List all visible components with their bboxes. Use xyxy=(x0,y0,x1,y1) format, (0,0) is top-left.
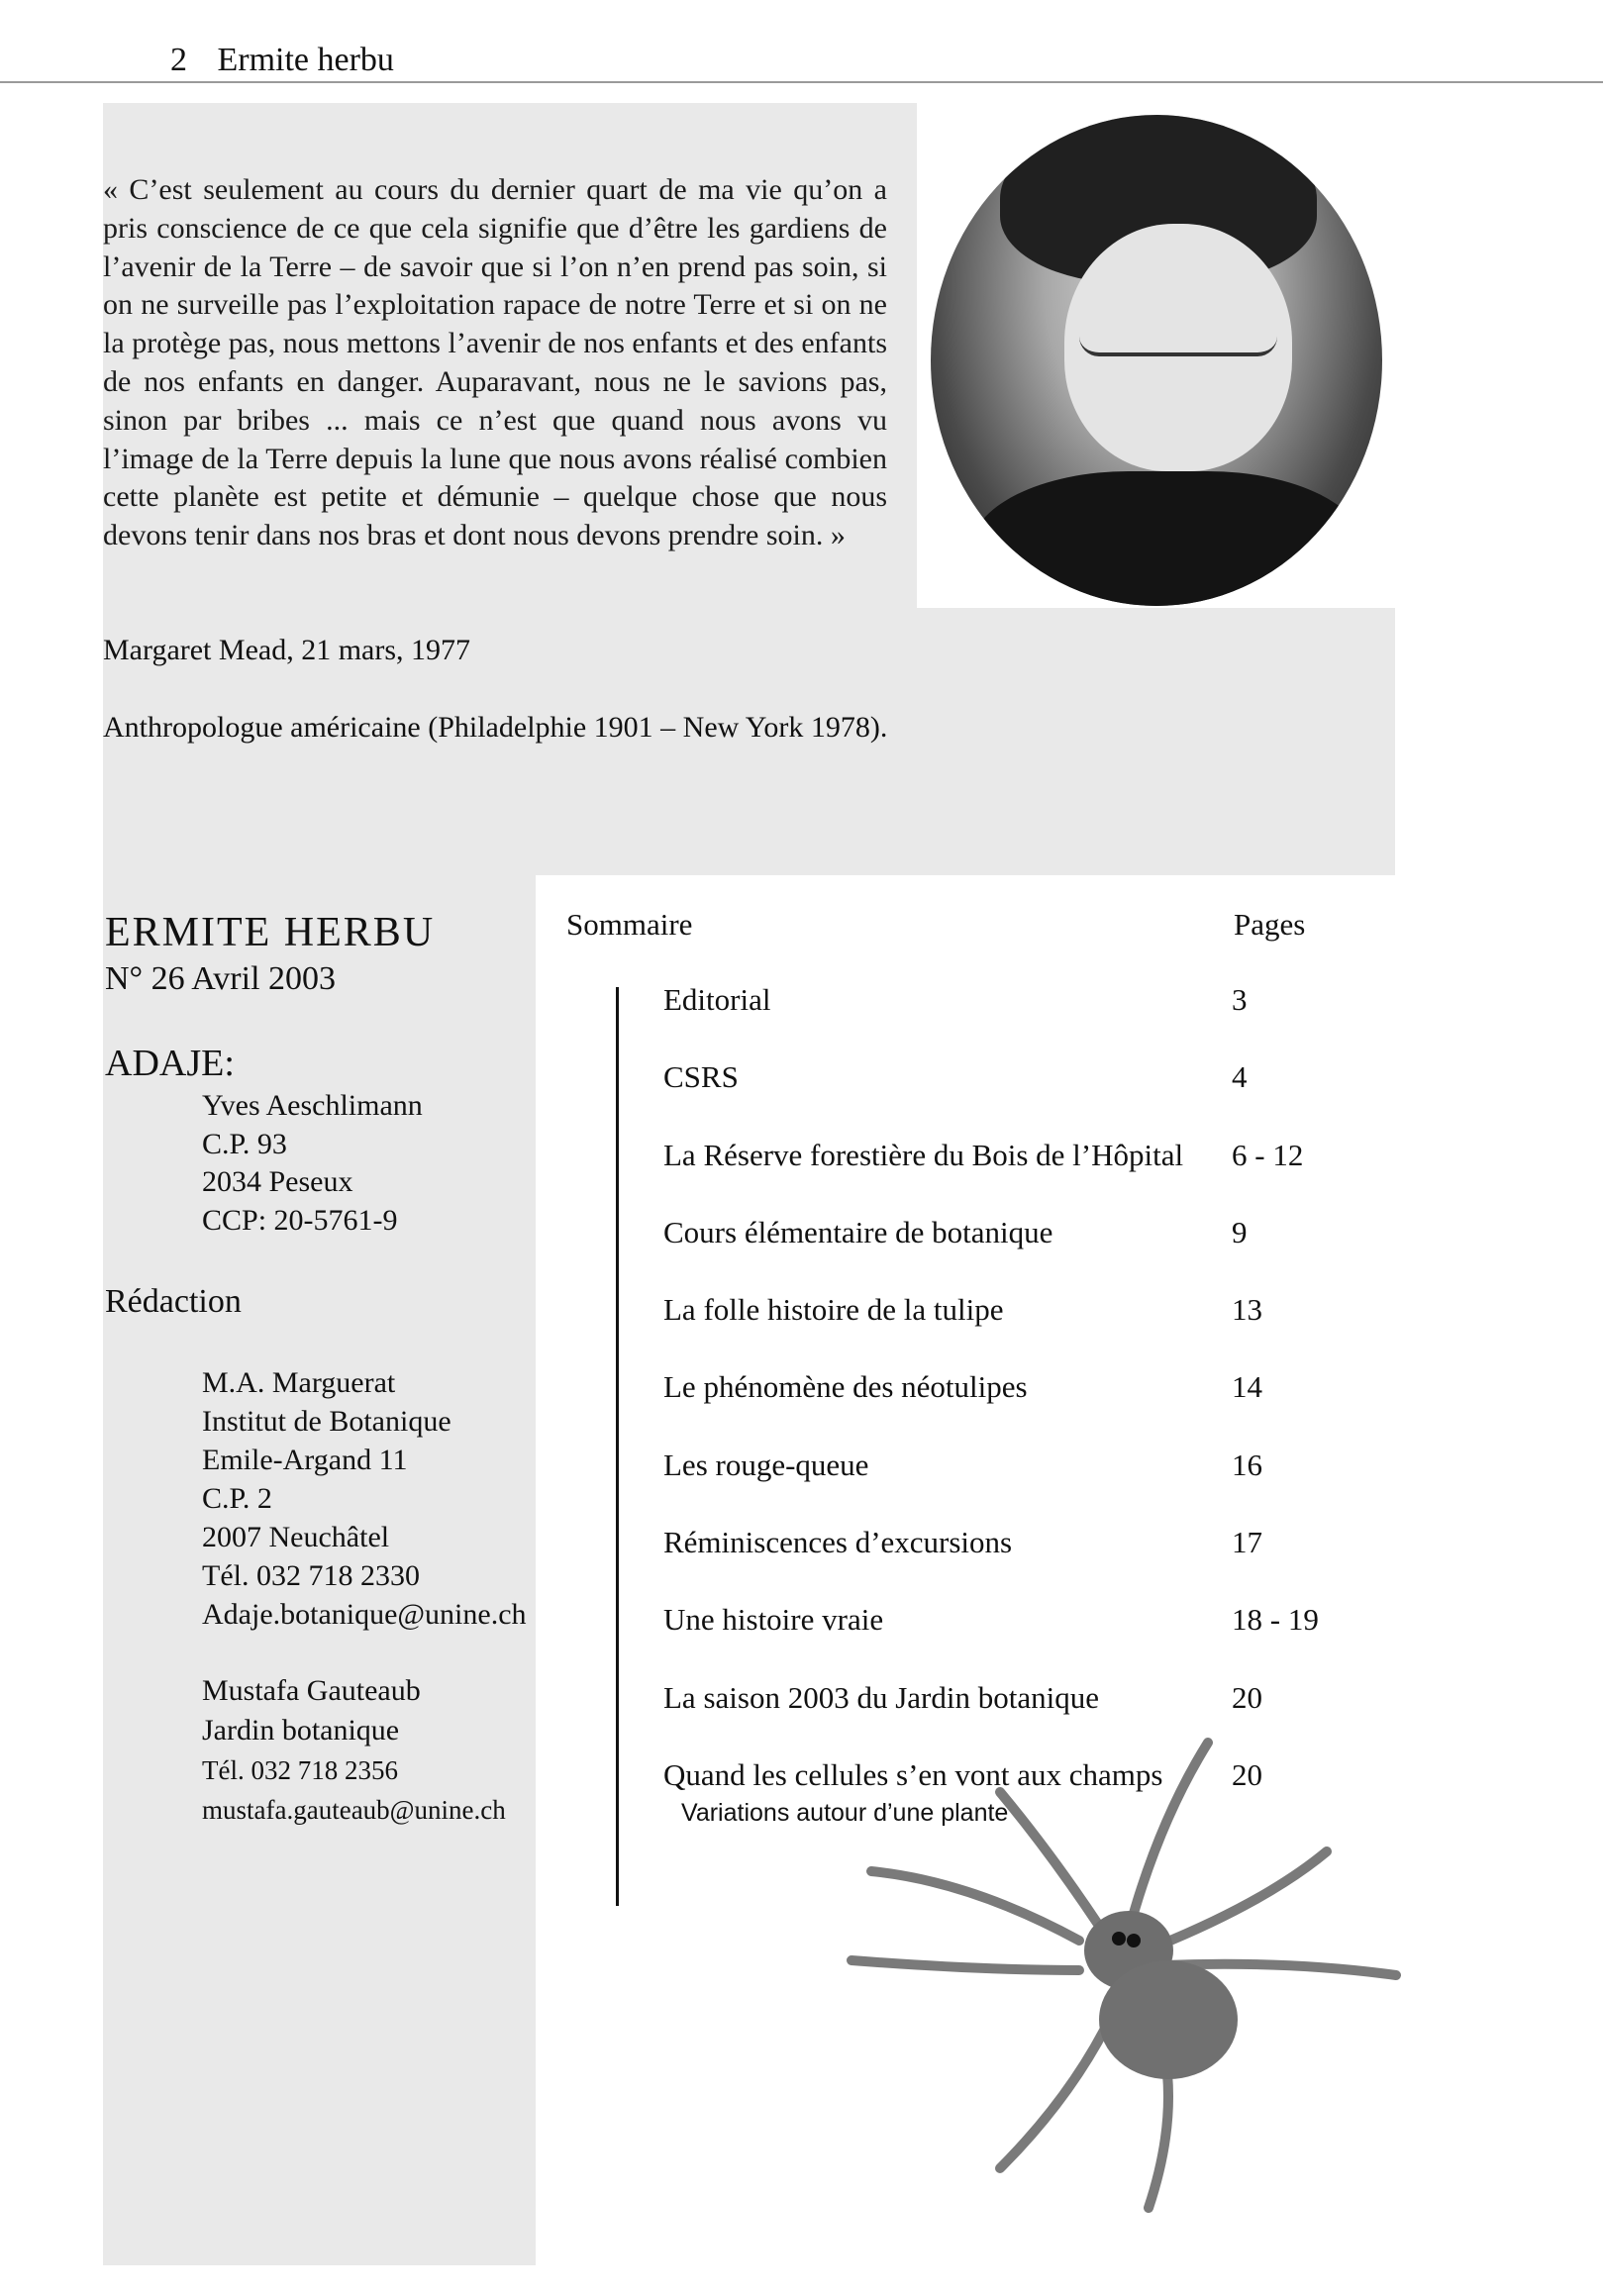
spider-illustration xyxy=(832,1733,1406,2228)
toc-item-title: Réminiscences d’excursions xyxy=(663,1525,1013,1559)
toc-item-page: 20 xyxy=(1232,1757,1262,1792)
spider-abdomen xyxy=(1099,1960,1238,2079)
redaction-address xyxy=(202,1363,527,1634)
contents-divider xyxy=(616,987,619,1906)
spider-eye xyxy=(1127,1934,1141,1947)
running-title: Ermite herbu xyxy=(217,42,394,78)
toc-item-page: 9 xyxy=(1232,1215,1248,1249)
toc-item-title: Les rouge-queue xyxy=(663,1447,869,1482)
mustafa-line: Mustafa Gauteaub xyxy=(202,1674,421,1707)
toc-item-page: 14 xyxy=(1232,1369,1262,1404)
adaje-line: 2034 Peseux xyxy=(202,1165,353,1198)
toc-item-title: La saison 2003 du Jardin botanique xyxy=(663,1680,1099,1715)
redaction-line: Tél. 032 718 2330 xyxy=(202,1559,420,1592)
contents-heading: Sommaire xyxy=(566,907,693,942)
adaje-heading: ADAJE: xyxy=(105,1043,235,1084)
redaction-line: M.A. Marguerat xyxy=(202,1366,396,1399)
mustafa-contact xyxy=(202,1671,506,1830)
toc-item-page: 17 xyxy=(1232,1525,1262,1559)
adaje-line: C.P. 93 xyxy=(202,1127,287,1160)
toc-item-page: 16 xyxy=(1232,1447,1262,1482)
toc-item-title: CSRS xyxy=(663,1059,739,1094)
page-number: 2 xyxy=(170,42,187,78)
mustafa-line: Tél. 032 718 2356 xyxy=(202,1755,398,1785)
redaction-line: Emile-Argand 11 xyxy=(202,1444,408,1476)
redaction-line: C.P. 2 xyxy=(202,1482,272,1515)
spider-eye xyxy=(1112,1932,1126,1946)
toc-item-page: 3 xyxy=(1232,982,1248,1017)
toc-item-title: La Réserve forestière du Bois de l’Hôpital xyxy=(663,1138,1184,1172)
toc-item-page: 18 - 19 xyxy=(1232,1602,1319,1637)
adaje-address xyxy=(202,1087,423,1240)
pages-heading: Pages xyxy=(1234,907,1306,942)
magazine-title: ERMITE HERBU xyxy=(105,910,436,955)
adaje-line: CCP: 20-5761-9 xyxy=(202,1203,398,1237)
toc-item-title: La folle histoire de la tulipe xyxy=(663,1292,1004,1327)
toc-item-subtitle: Variations autour d’une plante xyxy=(681,1799,1009,1827)
redaction-line: Institut de Botanique xyxy=(202,1405,451,1438)
redaction-line: 2007 Neuchâtel xyxy=(202,1521,390,1553)
mustafa-email: mustafa.gauteaub@unine.ch xyxy=(202,1795,506,1825)
redaction-email: Adaje.botanique@unine.ch xyxy=(202,1598,527,1631)
adaje-line: Yves Aeschlimann xyxy=(202,1089,423,1122)
toc-item-page: 20 xyxy=(1232,1680,1262,1715)
running-header xyxy=(170,42,394,79)
header-rule xyxy=(0,81,1603,83)
toc-item-title: Le phénomène des néotulipes xyxy=(663,1369,1028,1404)
issue-number: N° 26 Avril 2003 xyxy=(105,960,337,997)
toc-item-title: Editorial xyxy=(663,982,771,1017)
mustafa-line: Jardin botanique xyxy=(202,1714,400,1747)
quote-author-description: Anthropologue américaine (Philadelphie 1901 – New York 1978). xyxy=(103,711,888,744)
toc-item-page: 13 xyxy=(1232,1292,1262,1327)
portrait-photo xyxy=(931,115,1382,606)
redaction-heading: Rédaction xyxy=(105,1283,242,1320)
toc-item-page: 6 - 12 xyxy=(1232,1138,1304,1172)
quote-author: Margaret Mead, 21 mars, 1977 xyxy=(103,634,471,666)
toc-item-title: Une histoire vraie xyxy=(663,1602,884,1637)
quote-text: « C’est seulement au cours du dernier quart de ma vie qu’on a pris conscience de ce que cela signifie que d’être les gardiens de l’avenir de la Terre – de savoir que si l’on n’en prend pas soin, si on ne surveille pas l’exploitation rapace de notre Terre et si on ne la protège pas, nous mettons l’avenir de nos enfants et des enfants de nos enfants en danger. Auparavant, nous ne le savions pas, sinon par bribes ... mais ce n’est que quand nous avons vu l’image de la Terre depuis la lune que nous avons réalisé combien cette planète est petite et démunie – quelque chose que nous devons tenir dans nos bras et dont nous devons prendre soin. » xyxy=(103,173,887,552)
toc-item-title: Quand les cellules s’en vont aux champs xyxy=(663,1757,1163,1792)
toc-item-page: 4 xyxy=(1232,1059,1248,1094)
toc-item-title: Cours élémentaire de botanique xyxy=(663,1215,1053,1249)
